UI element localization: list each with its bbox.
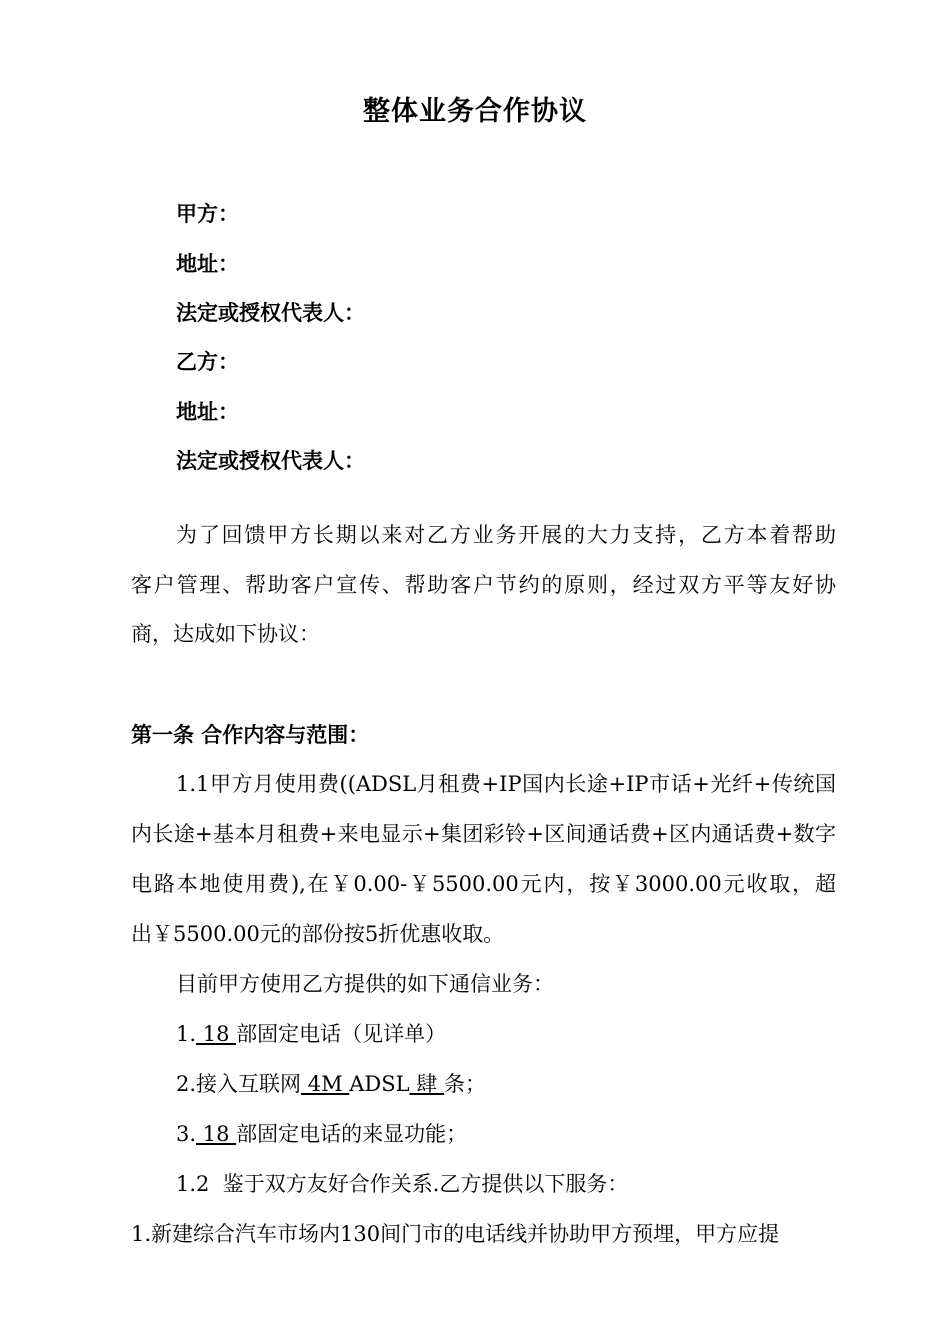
document-title: 整体业务合作协议 (363, 96, 587, 127)
party-a-label: 甲方： (176, 202, 239, 226)
service-detail-item-1: 1.新建综合汽车市场内130间门市的电话线并协助甲方预埋，甲方应提 (131, 1222, 780, 1246)
article-1-heading: 第一条 合作内容与范围： (131, 723, 370, 747)
intro-line: 为了回馈甲方长期以来对乙方业务开展的大力支持，乙方本着帮助 (176, 523, 836, 547)
service-item-2 (176, 1068, 486, 1100)
service-3-quantity: 18 (196, 1122, 237, 1146)
clause-1-1-line: 1.1甲方月使用费((ADSL月租费+IP国内长途+IP市话+光纤+传统国 (176, 772, 836, 796)
intro-line: 商，达成如下协议： (131, 622, 320, 646)
intro-line: 客户管理、帮助客户宣传、帮助客户节约的原则，经过双方平等友好协 (131, 573, 836, 597)
party-b-address-label: 地址： (176, 400, 239, 424)
party-b-label: 乙方： (176, 350, 239, 374)
service-2-bandwidth: 4M (301, 1072, 350, 1096)
service-3-text: 部固定电话的来显功能； (236, 1122, 468, 1146)
service-2-prefix: 2.接入互联网 (176, 1072, 302, 1096)
service-3-prefix: 3. (176, 1122, 197, 1146)
clause-1-2: 1.2 鉴于双方友好合作关系.乙方提供以下服务： (176, 1172, 629, 1196)
service-2-suffix: 条； (443, 1072, 486, 1096)
clause-1-1-line: 电路本地使用费),在￥0.00-￥5500.00元内，按￥3000.00元收取，超 (131, 872, 836, 896)
service-1-quantity: 18 (196, 1022, 237, 1046)
party-a-representative-label: 法定或授权代表人： (176, 301, 365, 325)
service-item-1 (176, 1018, 446, 1050)
service-1-prefix: 1. (176, 1022, 197, 1046)
service-1-text: 部固定电话（见详单） (236, 1022, 447, 1046)
service-2-type: ADSL (349, 1072, 410, 1096)
services-intro: 目前甲方使用乙方提供的如下通信业务： (176, 972, 554, 996)
service-2-quantity: 肆 (409, 1072, 444, 1096)
party-a-address-label: 地址： (176, 252, 239, 276)
service-item-3 (176, 1118, 467, 1150)
party-b-representative-label: 法定或授权代表人： (176, 449, 365, 473)
clause-1-1-line: 出￥5500.00元的部份按5折优惠收取。 (131, 922, 505, 946)
clause-1-1-line: 内长途+基本月租费+来电显示+集团彩铃+区间通话费+区内通话费+数字 (131, 822, 836, 846)
